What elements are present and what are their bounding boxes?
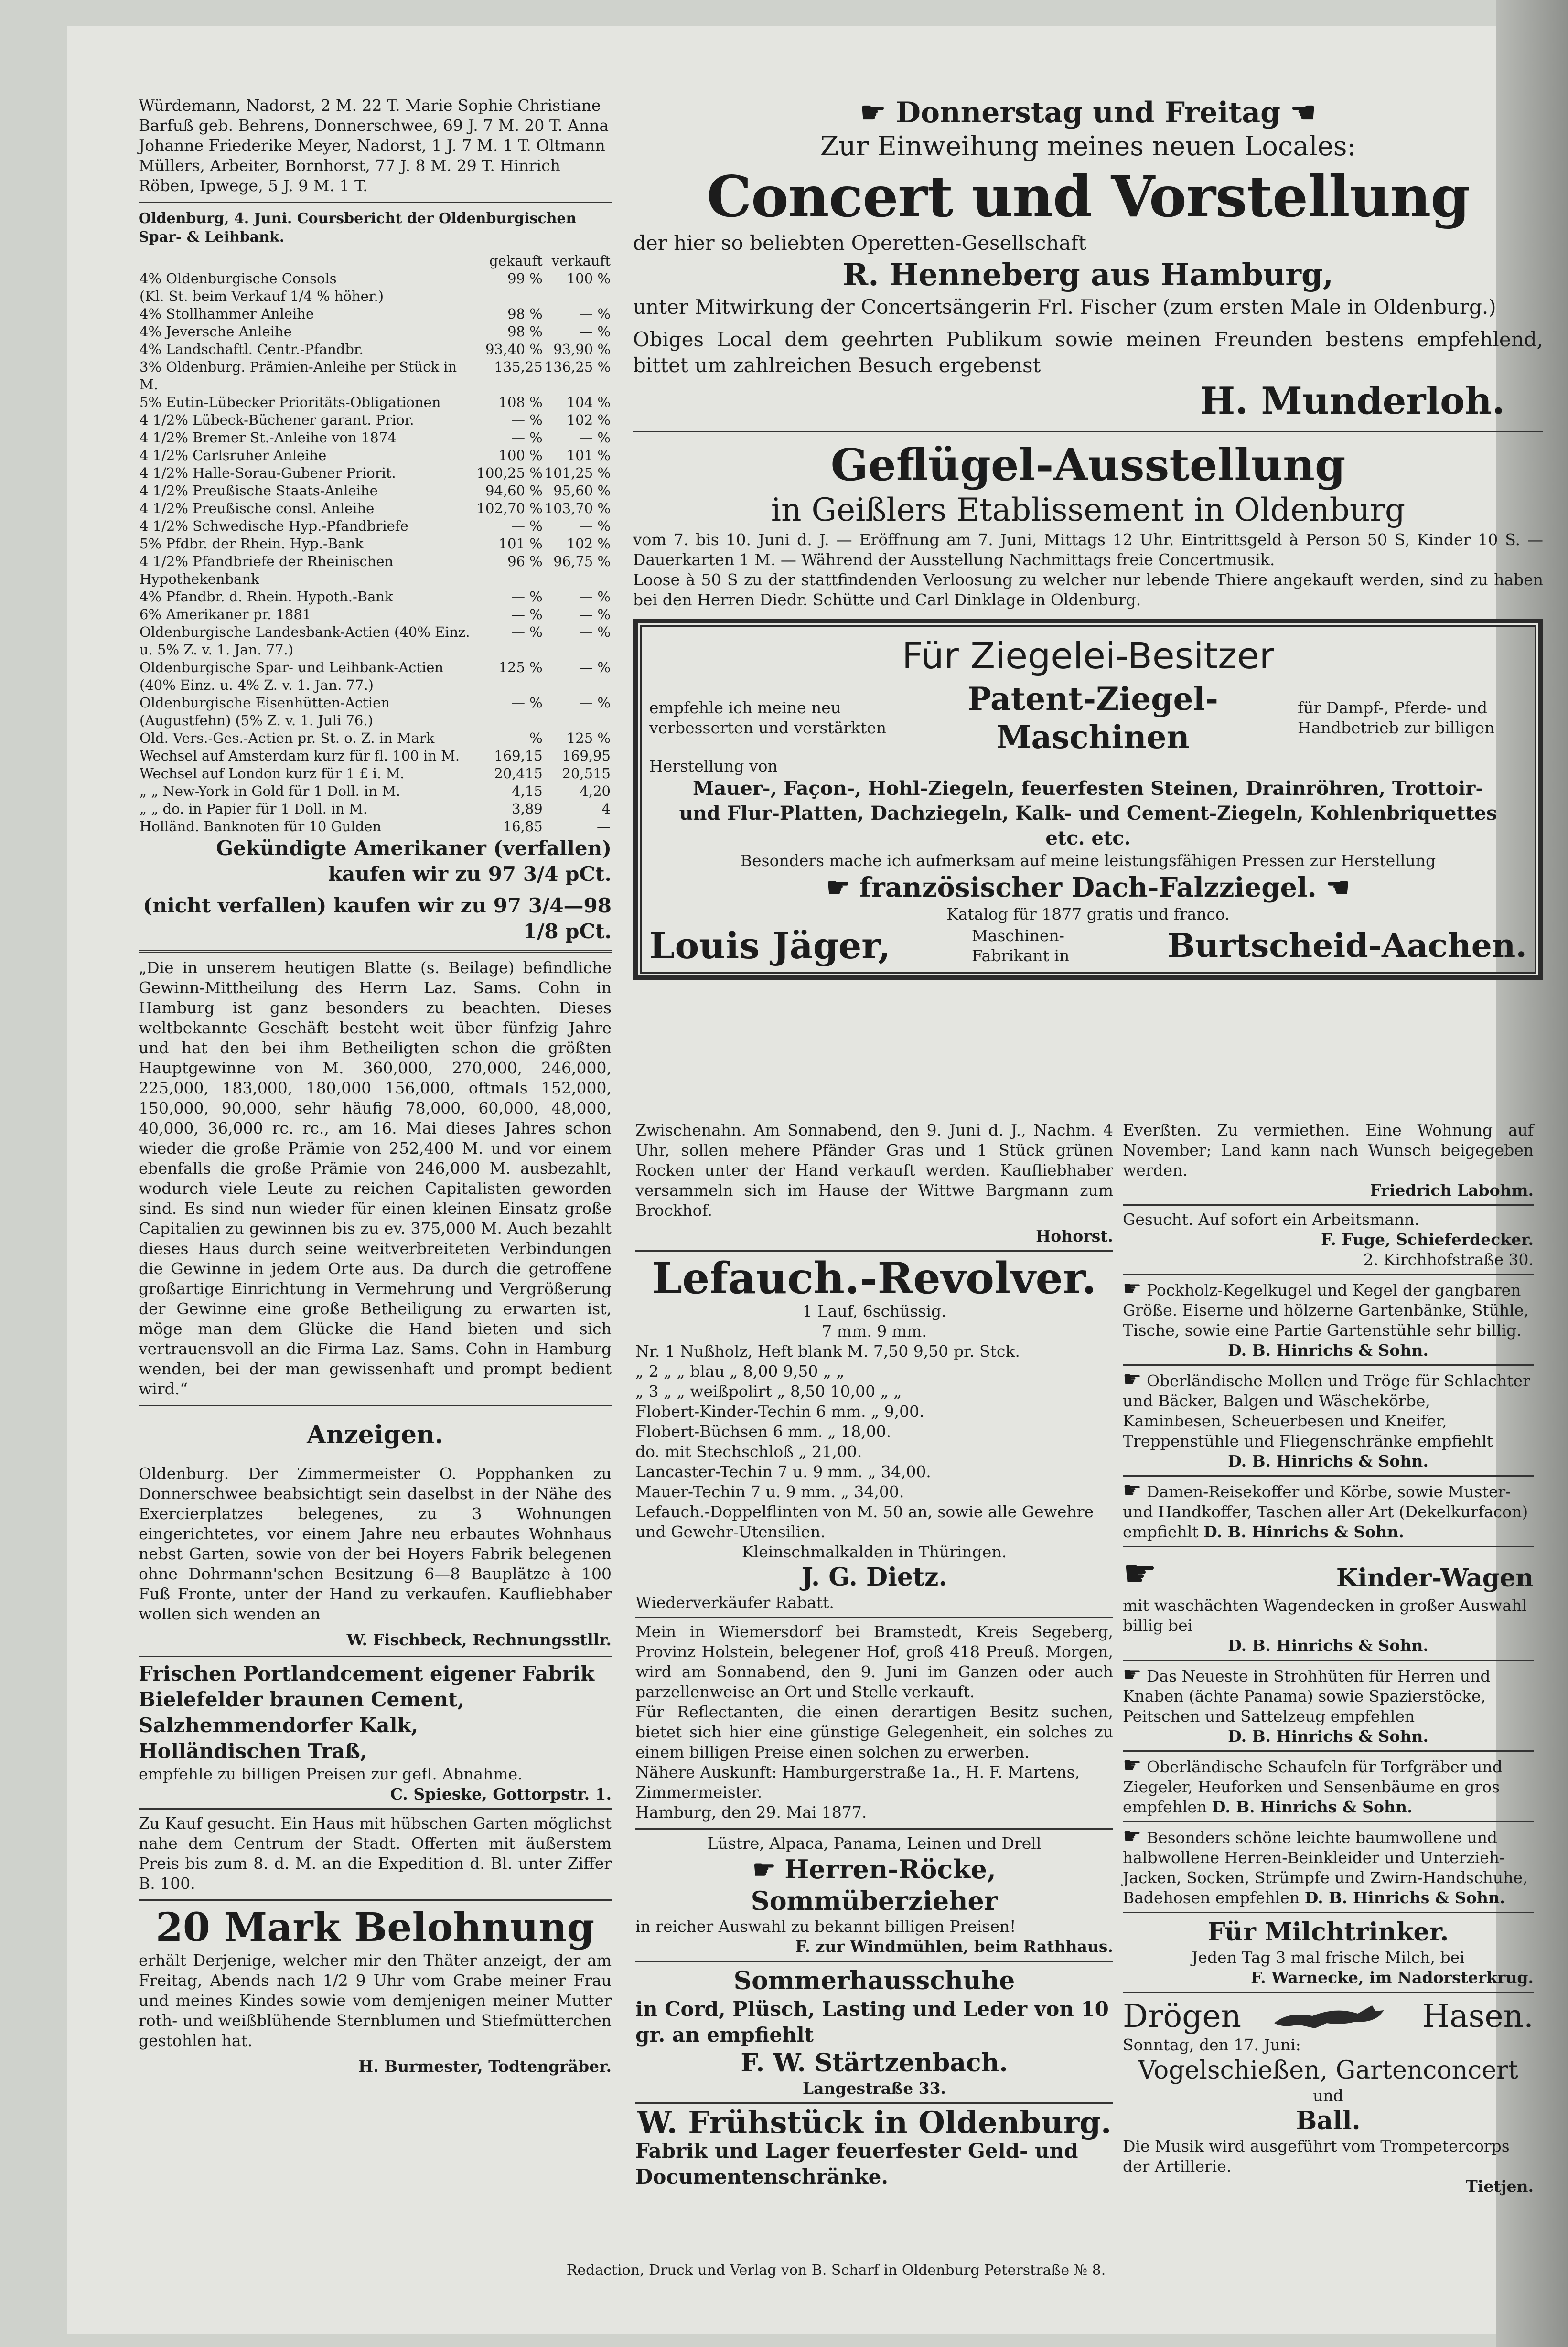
ziegel-herstellung: Herstellung von: [649, 757, 778, 775]
rate-name: 4% Pfandbr. d. Rhein. Hypoth.-Bank: [140, 589, 393, 605]
revolver-place: Kleinschmalkalden in Thüringen.: [741, 1543, 1007, 1561]
rate-sold: — %: [579, 589, 611, 605]
coats-title-row: [635, 1854, 1113, 1917]
worker-wanted-address: 2. Kirchhofstraße 30.: [1363, 1250, 1534, 1269]
rate-bought: — %: [511, 429, 543, 446]
hinrichs-signature: D. B. Hinrichs & Sohn.: [1228, 1636, 1428, 1655]
rate-bought: 169,15: [494, 748, 543, 764]
ziegel-row: [649, 680, 1527, 756]
hare-title-row: [1123, 1997, 1534, 2035]
hinrichs-signature: D. B. Hinrichs & Sohn.: [1228, 1727, 1428, 1746]
rate-name: Oldenburgische Landesbank-Actien (40% Einz. u. 5% Z. v. 1. Jan. 77.): [140, 624, 470, 658]
list-item: „ 2 „ „ blau „ 8,00 9,50 „ „: [635, 1362, 845, 1381]
pointing-hand-icon: ☛: [1123, 1478, 1142, 1502]
hinrichs-signature: D. B. Hinrichs & Sohn.: [1304, 1888, 1505, 1907]
zwischenahn-ad: Zwischenahn. Am Sonnabend, den 9. Juni d. J., Nachm. 4 Uhr, sollen mehere Pfänder Gras und 1 Stück grünen Rocken unter der Hand verkauft werden. Kaufliebhaber versammeln sich im Hause der Wittwe Bargmann zum Brockhof.: [635, 1121, 1113, 1220]
rate-bought: 108 %: [498, 394, 543, 410]
pointing-hand-icon: ☛: [1123, 1367, 1142, 1392]
ziegel-place: Burtscheid-Aachen.: [1167, 926, 1527, 965]
rate-bought: 99 %: [507, 270, 543, 287]
rate-sold: — %: [579, 659, 611, 675]
cement-line: Holländischen Traß,: [139, 1739, 367, 1763]
farm-sale-date: Hamburg, den 29. Mai 1877.: [635, 1803, 867, 1822]
straw-hats-text: Das Neueste in Strohhüten für Herren und Knaben (ächte Panama) sowie Spazierstöcke, Peitschen und Sattelzeug empfehlen: [1123, 1667, 1491, 1725]
col-bought: gekauft: [489, 253, 543, 269]
hinrichs-signature: D. B. Hinrichs & Sohn.: [1203, 1522, 1404, 1541]
divider: [139, 950, 612, 953]
rate-bought: — %: [511, 412, 543, 428]
hare-and: und: [1313, 2086, 1343, 2105]
luggage-text: Damen-Reisekoffer und Körbe, sowie Muster- und Handkoffer, Taschen aller Art (Dekelkurfacon) empfiehlt: [1123, 1482, 1528, 1541]
rate-bought: 125 %: [498, 659, 543, 675]
pointing-hand-icon: ☛: [1123, 1824, 1142, 1848]
pointing-hand-icon: ☚: [1280, 96, 1316, 129]
rate-bought: 93,40 %: [485, 341, 543, 357]
table-row: [139, 464, 612, 482]
revolver-note: Wiederverkäufer Rabatt.: [635, 1593, 834, 1612]
rate-name: 4 1/2% Bremer St.-Anleihe von 1874: [140, 429, 397, 446]
table-row: [139, 623, 612, 659]
list-item: do. mit Stechschloß „ 21,00.: [635, 1442, 862, 1461]
pointing-hand-icon: ☛: [826, 872, 860, 903]
milk-title: Für Milchtrinker.: [1207, 1918, 1449, 1947]
rate-name: 4% Stollhammer Anleihe: [140, 306, 314, 322]
divider: [633, 431, 1543, 432]
zwischenahn-signature: Hohorst.: [1036, 1227, 1113, 1245]
list-item: Flobert-Büchsen 6 mm. „ 18,00.: [635, 1422, 891, 1441]
concert-occasion: Zur Einweihung meines neuen Locales:: [820, 131, 1356, 162]
rate-name: 5% Pfdbr. der Rhein. Hyp.-Bank: [140, 536, 364, 552]
rate-name: 4 1/2% Schwedische Hyp.-Pfandbriefe: [140, 518, 408, 534]
rate-bought: 3,89: [512, 801, 543, 817]
rate-name: 6% Amerikaner pr. 1881: [140, 606, 311, 622]
rate-bought: — %: [511, 730, 543, 746]
ziegel-ad-frame: [633, 619, 1543, 980]
rate-bought: 100 %: [498, 447, 543, 463]
slippers-signature: F. W. Stärtzenbach.: [741, 2048, 1008, 2078]
divider: [1123, 1992, 1534, 1993]
table-row: [139, 535, 612, 553]
table-row: [139, 305, 612, 323]
reward-title: 20 Mark Belohnung: [155, 1905, 595, 1950]
rate-name: 4% Landschaftl. Centr.-Pfandbr.: [140, 341, 364, 357]
exchange-rate-table: [139, 252, 612, 836]
rate-name: Oldenburgische Eisenhütten-Actien (Augustfehn) (5% Z. v. 1. Juli 76.): [140, 695, 390, 729]
rate-sold: 136,25 %: [544, 359, 611, 375]
divider: [139, 1808, 612, 1810]
rate-bought: — %: [511, 589, 543, 605]
table-row: [139, 694, 612, 729]
divider: [635, 1617, 1113, 1618]
coats-signature: F. zur Windmühlen, beim Rathhaus.: [795, 1937, 1113, 1956]
rate-name: 4 1/2% Pfandbriefe der Rheinischen Hypothekenbank: [140, 553, 394, 587]
table-row: [139, 659, 612, 694]
table-row: [139, 341, 612, 358]
table-row: [139, 270, 612, 288]
worker-wanted-signature: F. Fuge, Schieferdecker.: [1321, 1230, 1534, 1249]
left-column: [139, 96, 612, 2077]
divider: [1123, 1364, 1534, 1366]
divider: [139, 1656, 612, 1657]
coats-top: Lüstre, Alpaca, Panama, Leinen und Drell: [707, 1834, 1042, 1853]
table-row: [139, 288, 612, 305]
pram-title-row: [1123, 1551, 1534, 1596]
rate-sold: 4: [601, 801, 611, 817]
rate-sold: 169,95: [562, 748, 611, 764]
rent-signature: Friedrich Labohm.: [1370, 1181, 1534, 1200]
pointing-hand-icon: ☛: [1123, 1753, 1142, 1778]
rate-sold: 102 %: [566, 412, 611, 428]
rate-name: Oldenburgische Spar- und Leihbank-Actien (40% Einz. u. 4% Z. v. 1. Jan. 77.): [140, 659, 444, 693]
pointing-hand-icon: ☚: [1316, 872, 1350, 903]
ziegel-note: Besonders mache ich aufmerksam auf meine leistungsfähigen Pressen zur Herstellung: [740, 851, 1436, 870]
table-row: [139, 588, 612, 606]
rate-sold: 95,60 %: [553, 482, 611, 499]
worker-wanted-ad: Gesucht. Auf sofort ein Arbeitsmann.: [1123, 1210, 1420, 1229]
revolver-title: Lefauch.-Revolver.: [652, 1253, 1097, 1304]
rate-name: 5% Eutin-Lübecker Prioritäts-Obligationen: [140, 394, 441, 410]
shovels-ad: [1123, 1753, 1534, 1817]
ziegel-catalog: Katalog für 1877 gratis und franco.: [946, 905, 1230, 923]
revolver-caliber-header: 7 mm. 9 mm.: [822, 1322, 927, 1340]
revolver-text: Lefauch.-Doppelflinten von M. 50 an, sowie alle Gewehre und Gewehr-Utensilien.: [635, 1502, 1094, 1541]
rate-name: „ „ New-York in Gold für 1 Doll. in M.: [140, 783, 400, 799]
rate-sold: — %: [579, 518, 611, 534]
hare-body: Die Musik wird ausgeführt vom Trompetercorps der Artillerie.: [1123, 2137, 1510, 2176]
divider: [1123, 1750, 1534, 1752]
imprint-footer: Redaction, Druck und Verlag von B. Scharf in Oldenburg Peterstraße № 8.: [566, 2262, 1106, 2279]
poultry-body-2: Loose à 50 S zu der stattfindenden Verloosung zu welcher nur lebende Thiere angekauft werden, sind zu haben bei den Herren Diedr. Schütte und Carl Dinklage in Oldenburg.: [633, 570, 1543, 609]
table-row: [139, 517, 612, 535]
list-item: Mauer-Techin 7 u. 9 mm. „ 34,00.: [635, 1482, 904, 1501]
divider: [635, 1961, 1113, 1962]
hare-event: Vogelschießen, Gartenconcert: [1138, 2056, 1518, 2085]
cement-line: Frischen Portlandcement eigener Fabrik: [139, 1662, 594, 1685]
rate-name: 4 1/2% Halle-Sorau-Gubener Priorit.: [140, 465, 396, 481]
pointing-hand-icon: ☛: [752, 1854, 785, 1885]
divider: [635, 2102, 1113, 2104]
rate-sold: — %: [579, 606, 611, 622]
rate-sold: 103,70 %: [544, 500, 611, 516]
hare-signature: Tietjen.: [1466, 2177, 1534, 2196]
farm-sale-ad: Mein in Wiemersdorf bei Bramstedt, Kreis Segeberg, Provinz Holstein, belegener Hof, groß 418 Preuß. Morgen, wird am Sonnabend, den 9. Juni im Ganzen oder auch parzellenweise an Ort und Stelle verkauft.: [635, 1622, 1113, 1701]
slippers-address: Langestraße 33.: [802, 2079, 946, 2098]
revolver-signature: J. G. Dietz.: [801, 1563, 947, 1592]
rate-bought: 16,85: [503, 818, 543, 835]
divider: [1123, 1475, 1534, 1477]
rate-name: 4% Jeversche Anleihe: [140, 323, 292, 340]
house-wanted-ad: Zu Kauf gesucht. Ein Haus mit hübschen Garten möglichst nahe dem Centrum der Stadt. Offerten mit äußerstem Preis bis zum 8. d. M. an die Expedition d. Bl. unter Ziffer B. 100.: [139, 1814, 612, 1893]
hinrichs-signature: D. B. Hinrichs & Sohn.: [1212, 1798, 1413, 1816]
cement-line: Salzhemmendorfer Kalk,: [139, 1714, 419, 1737]
rate-name: 4 1/2% Lübeck-Büchener garant. Prior.: [140, 412, 414, 428]
straw-hats-ad: [1123, 1662, 1534, 1726]
rate-sold: 20,515: [562, 765, 611, 782]
rate-name: 4 1/2% Preußische Staats-Anleihe: [140, 482, 378, 499]
rate-name: 4 1/2% Carlsruher Anleihe: [140, 447, 327, 463]
coats-title: Herren-Röcke, Sommüberzieher: [751, 1854, 998, 1916]
rate-bought: — %: [511, 695, 543, 711]
rate-sold: [544, 288, 612, 305]
rate-bought: — %: [511, 518, 543, 534]
rate-sold: 102 %: [566, 536, 611, 552]
pram-body: mit waschächten Wagendecken in großer Auswahl billig bei: [1123, 1596, 1527, 1635]
rate-bought: 101 %: [498, 536, 543, 552]
table-row: [139, 765, 612, 782]
amerikaner-notice-1: Gekündigte Amerikaner (verfallen) kaufen wir zu 97 3/4 pCt.: [216, 836, 612, 886]
lottery-notice: „Die in unserem heutigen Blatte (s. Beilage) befindliche Gewinn-Mittheilung des Herrn Laz. Sams. Cohn in Hamburg ist ganz besonders zu beachten. Dieses weltbekannte Geschäft besteht weit über fünfzig Jahre und hat den bei ihm Betheiligten schon die größten Hauptgewinne von M. 360,000, 270,000, 246,000, 225,000, 183,000, 180,000 156,000, oftmals 152,000, 150,000, 90,000, sehr häufig 78,000, 60,000, 48,000, 40,000, 36,000 rc. rc., am 16. Mai dieses Jahres schon wieder die große Prämie von 252,400 M. und vor einem ebenfalls die große Prämie von 246,000 M. ausbezahlt, wodurch viele Leute zu reichen Capitalisten geworden sind. Es sind nun wieder für einen kleinen Einsatz große Capitalien zu gewinnen bis zu ev. 375,000 M. Auch bezahlt dieses Haus durch seine weitverbreiteten Verbindungen die Gewinne in jedem Orte aus. Da durch die getroffene großartige Einrichtung in Vermehrung und Vergrößerung der Gewinne eine große Betheiligung zu erwarten ist, möge man dem Glücke die Hand bieten und sich vertrauensvoll an die Firma Laz. Sams. Cohn in Hamburg wenden, bei der man gewissenhaft und prompt bedient wird.“: [139, 958, 612, 1398]
divider: [635, 1828, 1113, 1830]
divider: [139, 1899, 612, 1901]
rate-sold: 101 %: [566, 447, 611, 463]
concert-line-3: Obiges Local dem geehrten Publikum sowie meinen Freunden bestens empfehlend, bittet um zahlreichen Besuch ergebenst: [633, 328, 1543, 377]
rate-bought: — %: [511, 606, 543, 622]
rate-bought: 20,415: [494, 765, 543, 782]
cement-ad: [139, 1661, 612, 1804]
table-row: [139, 729, 612, 747]
concert-days: [633, 96, 1543, 130]
house-sale-ad: Oldenburg. Der Zimmermeister O. Popphanken zu Donnerschwee beabsichtigt sein daselbst in der Nähe des Exercierplatzes belegenes, zu 3 Wohnungen eingerichtetes, vor einem Jahre neu erbautes Wohnhaus nebst Garten, sowie von der bei Hoyers Fabrik belegenen ohne Dohrmann'schen Besitzung 6—8 Bauplätze à 100 Fuß Fronte, unter der Hand zu verkaufen. Kaufliebhaber wollen sich wenden an: [139, 1464, 612, 1623]
safes-body: Fabrik und Lager feuerfester Geld- und Documentenschränke.: [635, 2139, 1078, 2188]
col-sold: verkauft: [551, 253, 611, 269]
concert-title: Concert und Vorstellung: [707, 163, 1470, 230]
table-header-row: [139, 252, 612, 270]
milk-signature: F. Warnecke, im Nadorsterkrug.: [1251, 1968, 1534, 1987]
ads-heading: Anzeigen.: [307, 1420, 443, 1449]
concert-signature: H. Munderloh.: [1200, 379, 1505, 423]
divider: [139, 202, 612, 204]
table-row: [139, 747, 612, 765]
poultry-title: Geflügel-Ausstellung: [830, 439, 1346, 491]
course-report-header: Oldenburg, 4. Juni. Coursbericht der Oldenburgischen Spar- & Leihbank.: [139, 210, 577, 246]
rate-bought: [476, 288, 544, 305]
list-item: Lancaster-Techin 7 u. 9 mm. „ 34,00.: [635, 1462, 931, 1481]
rate-sold: 101,25 %: [544, 465, 611, 481]
clothing-text: Besonders schöne leichte baumwollene und halbwollene Herren-Beinkleider und Unterzieh-Jacken, Socken, Strümpfe und Zwirn-Handschuhe, Badehosen empfehlen: [1123, 1828, 1528, 1907]
divider: [1123, 1660, 1534, 1661]
rate-sold: 100 %: [566, 270, 611, 287]
ziegel-right: für Dampf-, Pferde- und Handbetrieb zur billigen: [1298, 698, 1495, 737]
reward-body: erhält Derjenige, welcher mir den Thäter anzeigt, der am Freitag, Abends nach 1/2 9 Uhr vom Grabe meiner Frau und meines Kindes sowie vom demjenigen meiner Mutter roth- und weißblühende Sternblumen und Stiefmütterchen gestohlen hat.: [139, 1951, 612, 2050]
clothing-ad: [1123, 1826, 1534, 1908]
ziegel-firm-sub: Maschinen-Fabrikant in: [971, 926, 1070, 965]
hare-title-left: Drögen: [1123, 1997, 1242, 2035]
rate-sold: — %: [579, 695, 611, 711]
cement-line: Bielefelder braunen Cement,: [139, 1688, 464, 1711]
right-column: [1123, 1120, 1534, 2197]
rate-sold: 4,20: [580, 783, 611, 799]
table-row: [139, 429, 612, 447]
divider: [1123, 1204, 1534, 1206]
ziegel-french: französischer Dach-Falzziegel.: [859, 872, 1317, 903]
concert-line-2: unter Mitwirkung der Concertsängerin Frl. Fischer (zum ersten Male in Oldenburg.): [633, 295, 1496, 319]
rate-bought: 102,70 %: [476, 500, 543, 516]
divider: [139, 1405, 612, 1406]
rate-sold: 125 %: [566, 730, 611, 746]
hare-icon: [1269, 1997, 1394, 2035]
rate-sold: 96,75 %: [553, 553, 611, 569]
rate-name: 4% Oldenburgische Consols: [140, 270, 337, 287]
rate-bought: 94,60 %: [485, 482, 543, 499]
concert-days-text: Donnerstag und Freitag: [895, 96, 1281, 129]
pram-title: Kinder-Wagen: [1336, 1564, 1534, 1593]
rate-name: Holländ. Banknoten für 10 Gulden: [140, 818, 382, 835]
death-notices: Würdemann, Nadorst, 2 M. 22 T. Marie Sophie Christiane Barfuß geb. Behrens, Donnerschwee, 69 J. 7 M. 20 T. Anna Johanne Friederike Meyer, Nadorst, 1 J. 7 M. 1 T. Oltmann Müllers, Arbeiter, Bornhorst, 77 J. 8 M. 29 T. Hinrich Röben, Ipwege, 5 J. 9 M. 1 T.: [139, 96, 609, 195]
revolver-subtitle: 1 Lauf, 6schüssig.: [802, 1302, 946, 1320]
list-item: Flobert-Kinder-Techin 6 mm. „ 9,00.: [635, 1402, 924, 1421]
amerikaner-notice-2: (nicht verfallen) kaufen wir zu 97 3/4—98 1/8 pCt.: [143, 894, 612, 943]
divider: [1123, 1546, 1534, 1547]
pointing-hand-icon: ☛: [1123, 1276, 1142, 1301]
rate-name: (Kl. St. beim Verkauf 1/4 % höher.): [140, 288, 384, 304]
rate-bought: — %: [511, 624, 543, 640]
rate-sold: 93,90 %: [553, 341, 611, 357]
hare-date: Sonntag, den 17. Juni:: [1123, 2036, 1301, 2054]
slippers-title: Sommerhausschuhe: [733, 1966, 1015, 1995]
milk-body: Jeden Tag 3 mal frische Milch, bei: [1192, 1948, 1465, 1967]
rate-name: „ „ do. in Papier für 1 Doll. in M.: [140, 801, 368, 817]
rate-bought: 135,25: [494, 359, 543, 375]
pointing-hand-icon: ☛: [1123, 1551, 1157, 1596]
safes-title: W. Frühstück in Oldenburg.: [637, 2105, 1112, 2141]
rate-bought: 100,25 %: [476, 465, 543, 481]
poultry-subtitle: in Geißlers Etablissement in Oldenburg: [771, 492, 1406, 528]
pointing-hand-icon: ☛: [860, 96, 896, 129]
pointing-hand-icon: ☛: [1123, 1662, 1142, 1687]
table-row: [139, 782, 612, 800]
bowling-ad: [1123, 1276, 1534, 1340]
divider: [1123, 1274, 1534, 1275]
list-item: „ 3 „ „ weißpolirt „ 8,50 10,00 „ „: [635, 1382, 902, 1401]
rate-sold: —: [597, 818, 611, 835]
hare-ball: Ball.: [1296, 2106, 1361, 2135]
revolver-price-list: [635, 1341, 1113, 1502]
house-sale-signature: W. Fischbeck, Rechnungsstllr.: [346, 1630, 612, 1649]
coats-body: in reicher Auswahl zu bekannt billigen Preisen!: [635, 1917, 1016, 1936]
rent-ad: Everßten. Zu vermiethen. Eine Wohnung auf November; Land kann nach Wunsch beigegeben werden.: [1123, 1121, 1534, 1179]
table-row: [139, 323, 612, 341]
table-row: [139, 818, 612, 836]
poultry-body: vom 7. bis 10. Juni d. J. — Eröffnung am 7. Juni, Mittags 12 Uhr. Eintrittsgeld à Person 50 S, Kinder 10 S. — Dauerkarten 1 M. — Während der Ausstellung Nachmittags freie Concertmusik.: [633, 530, 1543, 569]
farm-sale-ad-3: Nähere Auskunft: Hamburgerstraße 1a., H. F. Martens, Zimmermeister.: [635, 1763, 1080, 1801]
rate-name: Wechsel auf London kurz für 1 £ i. M.: [140, 765, 405, 782]
rate-sold: — %: [579, 323, 611, 340]
rate-bought: 96 %: [507, 553, 543, 569]
ziegel-items: Mauer-, Façon-, Hohl-Ziegeln, feuerfesten Steinen, Drainröhren, Trottoir- und Flur-Platten, Dachziegeln, Kalk- und Cement-Ziegeln, Kohlenbriquettes etc. etc.: [679, 777, 1497, 849]
table-row: [139, 606, 612, 623]
ziegel-left: empfehle ich meine neu verbesserten und verstärkten: [649, 698, 887, 737]
table-row: [139, 358, 612, 394]
rate-name: Wechsel auf Amsterdam kurz für fl. 100 in M.: [140, 748, 460, 764]
table-row: [139, 500, 612, 517]
rate-sold: 104 %: [566, 394, 611, 410]
ziegel-product: Patent-Ziegel-Maschinen: [967, 680, 1218, 756]
table-row: [139, 447, 612, 464]
ziegel-french-row: [649, 871, 1527, 904]
rate-sold: — %: [579, 429, 611, 446]
divider: [635, 1250, 1113, 1252]
troughs-text: Oberländische Mollen und Tröge für Schlachter und Bäcker, Balgen und Wäschekörbe, Kaminbesen, Scheuerbesen und Kneifer, Treppenstühle und Fliegenschränke empfiehlt: [1123, 1372, 1530, 1450]
bowling-text: Pockholz-Kegelkugel und Kegel der gangbaren Größe. Eiserne und hölzerne Gartenbänke, Stühle, Tische, sowie eine Partie Gartenstühle sehr billig.: [1123, 1281, 1529, 1340]
troughs-ad: [1123, 1367, 1534, 1451]
rate-bought: 98 %: [507, 306, 543, 322]
cement-signature: C. Spieske, Gottorpstr. 1.: [390, 1785, 612, 1803]
ziegel-firm-row: [649, 924, 1527, 967]
hinrichs-signature: D. B. Hinrichs & Sohn.: [1228, 1452, 1428, 1470]
table-row: [139, 394, 612, 411]
shovels-text: Oberländische Schaufeln für Torfgräber und Ziegeler, Heuforken und Sensenbäume en gros empfehlen: [1123, 1758, 1503, 1816]
rate-bought: 4,15: [512, 783, 543, 799]
divider: [1123, 1912, 1534, 1913]
table-row: [139, 800, 612, 818]
luggage-ad: [1123, 1480, 1534, 1542]
table-row: [139, 553, 612, 588]
concert-line-1: der hier so beliebten Operetten-Gesellschaft: [633, 231, 1086, 255]
rate-name: 3% Oldenburg. Prämien-Anleihe per Stück in M.: [140, 359, 457, 393]
table-row: [139, 411, 612, 429]
rate-sold: — %: [579, 306, 611, 322]
rate-sold: — %: [579, 624, 611, 640]
rate-bought: 98 %: [507, 323, 543, 340]
farm-sale-ad-2: Für Reflectanten, die einen derartigen Besitz suchen, bietet sich hier eine günstige Gelegenheit, ein solches zu einem billigen Preise einen solchen zu erwerben.: [635, 1703, 1113, 1761]
hare-title-right: Hasen.: [1422, 1997, 1534, 2035]
concert-company: R. Henneberg aus Hamburg,: [843, 257, 1333, 293]
table-row: [139, 482, 612, 500]
top-ads: [633, 96, 1543, 988]
rate-name: 4 1/2% Preußische consl. Anleihe: [140, 500, 375, 516]
hinrichs-signature: D. B. Hinrichs & Sohn.: [1228, 1341, 1428, 1360]
ziegel-title: Für Ziegelei-Besitzer: [902, 634, 1275, 677]
cement-body: empfehle zu billigen Preisen zur gefl. Abnahme.: [139, 1765, 523, 1783]
reward-signature: H. Burmester, Todtengräber.: [358, 2057, 612, 2076]
divider: [1123, 1821, 1534, 1822]
rate-name: Old. Vers.-Ges.-Actien pr. St. o. Z. in Mark: [140, 730, 435, 746]
middle-column: [635, 1120, 1113, 2190]
ziegel-firm: Louis Jäger,: [649, 924, 891, 967]
slippers-body: in Cord, Plüsch, Lasting und Leder von 10 gr. an empfiehlt: [635, 1997, 1109, 2047]
list-item: Nr. 1 Nußholz, Heft blank M. 7,50 9,50 pr. Stck.: [635, 1342, 1020, 1361]
